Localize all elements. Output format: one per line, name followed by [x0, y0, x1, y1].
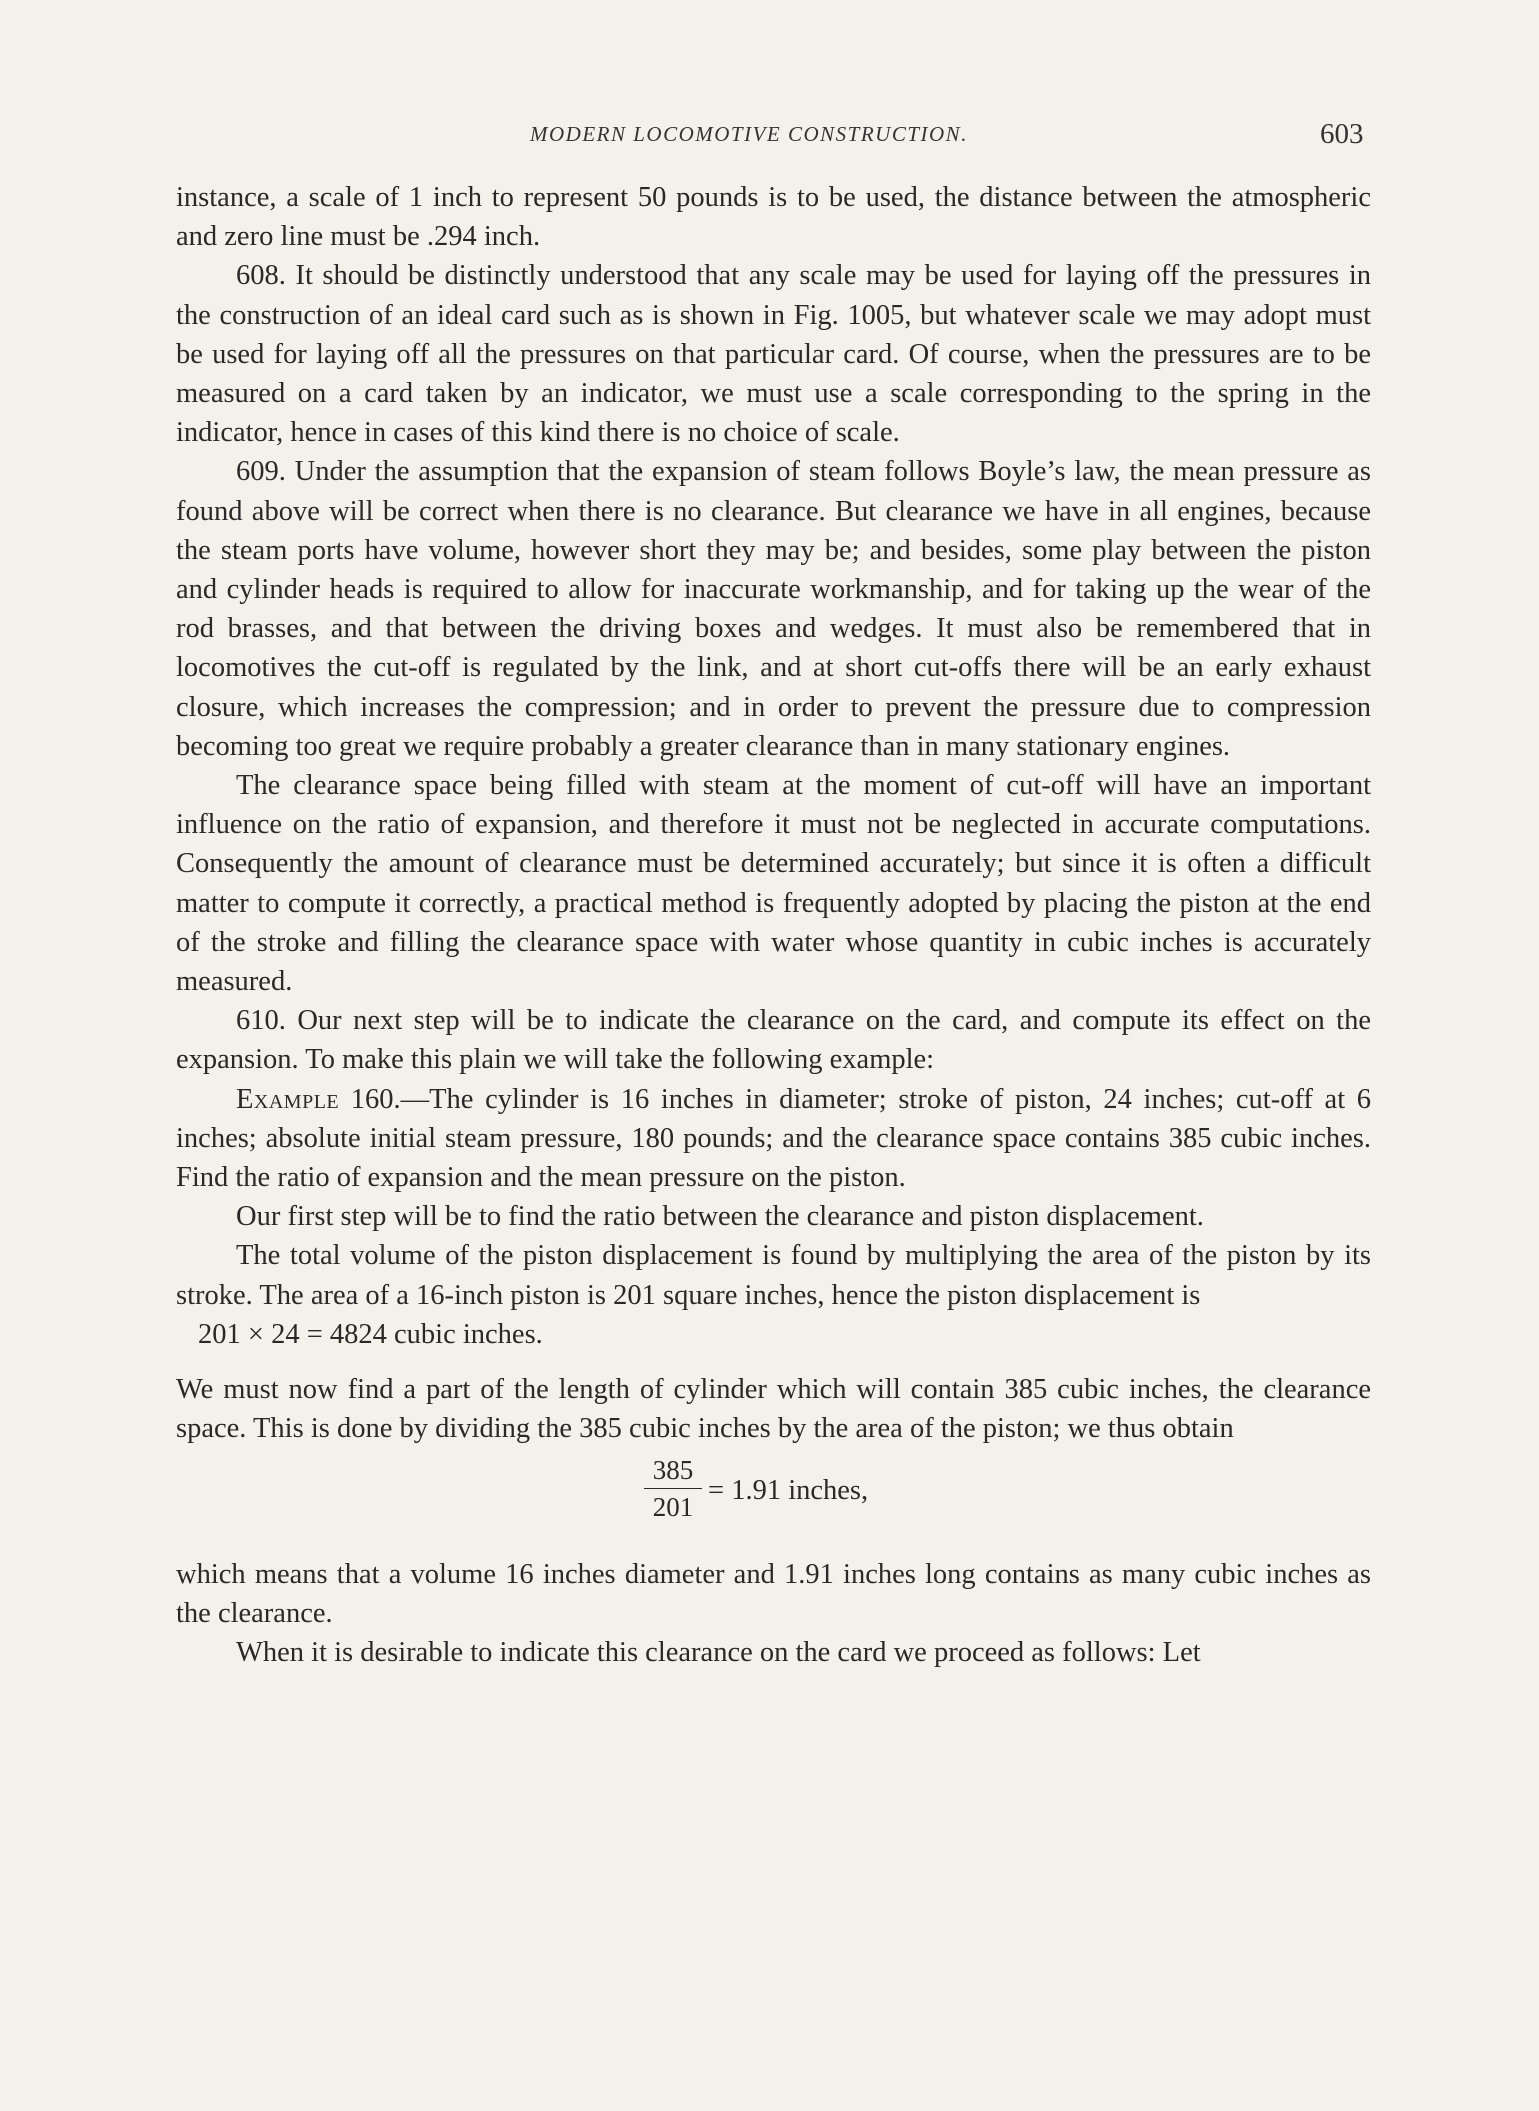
paragraph-find-length: We must now find a part of the length of cylinder which will contain 385 cubic inches, the clearance space. This is done by dividing the 385 cubic inches by the area of the piston; we thus obtain: [176, 1374, 1371, 1445]
page-number: 603: [1320, 118, 1364, 150]
example-text: 160.—The cylinder is 16 inches in diameter; stroke of piston, 24 inches; cut-off at 6 inches; absolute initial steam pressure, 180 pounds; and the clearance space contains 385 cubic inches. Find the ratio of expansion and the mean pressure on the piston.: [176, 1083, 1371, 1194]
paragraph-609: 609. Under the assumption that the expansion of steam follows Boyle’s law, the mean pressure as found above will be correct when there is no clearance. But clearance we have in all engines, because the steam ports have volume, however short they may be; and besides, some play between the piston and cylinder heads is required to allow for inaccurate workmanship, and for taking up the wear of the rod brasses, and that between the driving boxes and wedges. It must also be remembered that in locomotives the cut-off is regulated by the link, and at short cut-offs there will be an early exhaust closure, which increases the compression; and in order to prevent the pressure due to compression becoming too great we require probably a greater clearance than in many stationary engines.: [176, 456, 1371, 762]
paragraph-total-volume: The total volume of the piston displacement is found by multiplying the area of the piston by its stroke. The area of a 16-inch piston is 201 square inches, hence the piston displacement is: [176, 1240, 1371, 1311]
running-title: MODERN LOCOMOTIVE CONSTRUCTION.: [530, 122, 968, 146]
fraction-denominator: 201: [652, 1491, 694, 1522]
paragraph-clearance-space: The clearance space being filled with steam at the moment of cut-off will have an important influence on the ratio of expansion, and therefore it must not be neglected in accurate computations. Consequently the amount of clearance must be determined accurately; but since it is often a difficult matter to compute it correctly, a practical method is frequently adopted by placing the piston at the end of the stroke and filling the clearance space with water whose quantity in cubic inches is accurately measured.: [176, 770, 1371, 998]
fraction-numerator: 385: [644, 1453, 702, 1489]
paragraph-volume-meaning: which means that a volume 16 inches diameter and 1.91 inches long contains as many cubic inches as the clearance.: [176, 1558, 1371, 1629]
paragraph-example-160: [176, 1080, 1371, 1198]
body-text: [176, 178, 1371, 1672]
running-head: [0, 118, 1539, 158]
paragraph-indicate-clearance: When it is desirable to indicate this clearance on the card we proceed as follows: Let: [236, 1636, 1201, 1668]
example-label: Example: [236, 1083, 340, 1115]
fraction-result: = 1.91 inches,: [708, 1474, 869, 1506]
paragraph-610: 610. Our next step will be to indicate the clearance on the card, and compute its effect on the expansion. To make this plain we will take the following example:: [176, 1005, 1371, 1076]
equation-displacement: 201 × 24 = 4824 cubic inches.: [198, 1318, 543, 1350]
paragraph-608: 608. It should be distinctly understood that any scale may be used for laying off the pressures in the construction of an ideal card such as is shown in Fig. 1005, but whatever scale we may adopt must be used for laying off all the pressures on that particular card. Of course, when the pressures are to be measured on a card taken by an indicator, we must use a scale corresponding to the spring in the indicator, hence in cases of this kind there is no choice of scale.: [176, 260, 1371, 449]
equation-spacer: [176, 1354, 1371, 1370]
paragraph-continuation: instance, a scale of 1 inch to represent 50 pounds is to be used, the distance between the atmospheric and zero line must be .294 inch.: [176, 182, 1371, 253]
paragraph-first-step: Our first step will be to find the ratio between the clearance and piston displacement.: [236, 1201, 1204, 1233]
fraction: [644, 1453, 702, 1524]
equation-clearance-length: [176, 1449, 1371, 1555]
